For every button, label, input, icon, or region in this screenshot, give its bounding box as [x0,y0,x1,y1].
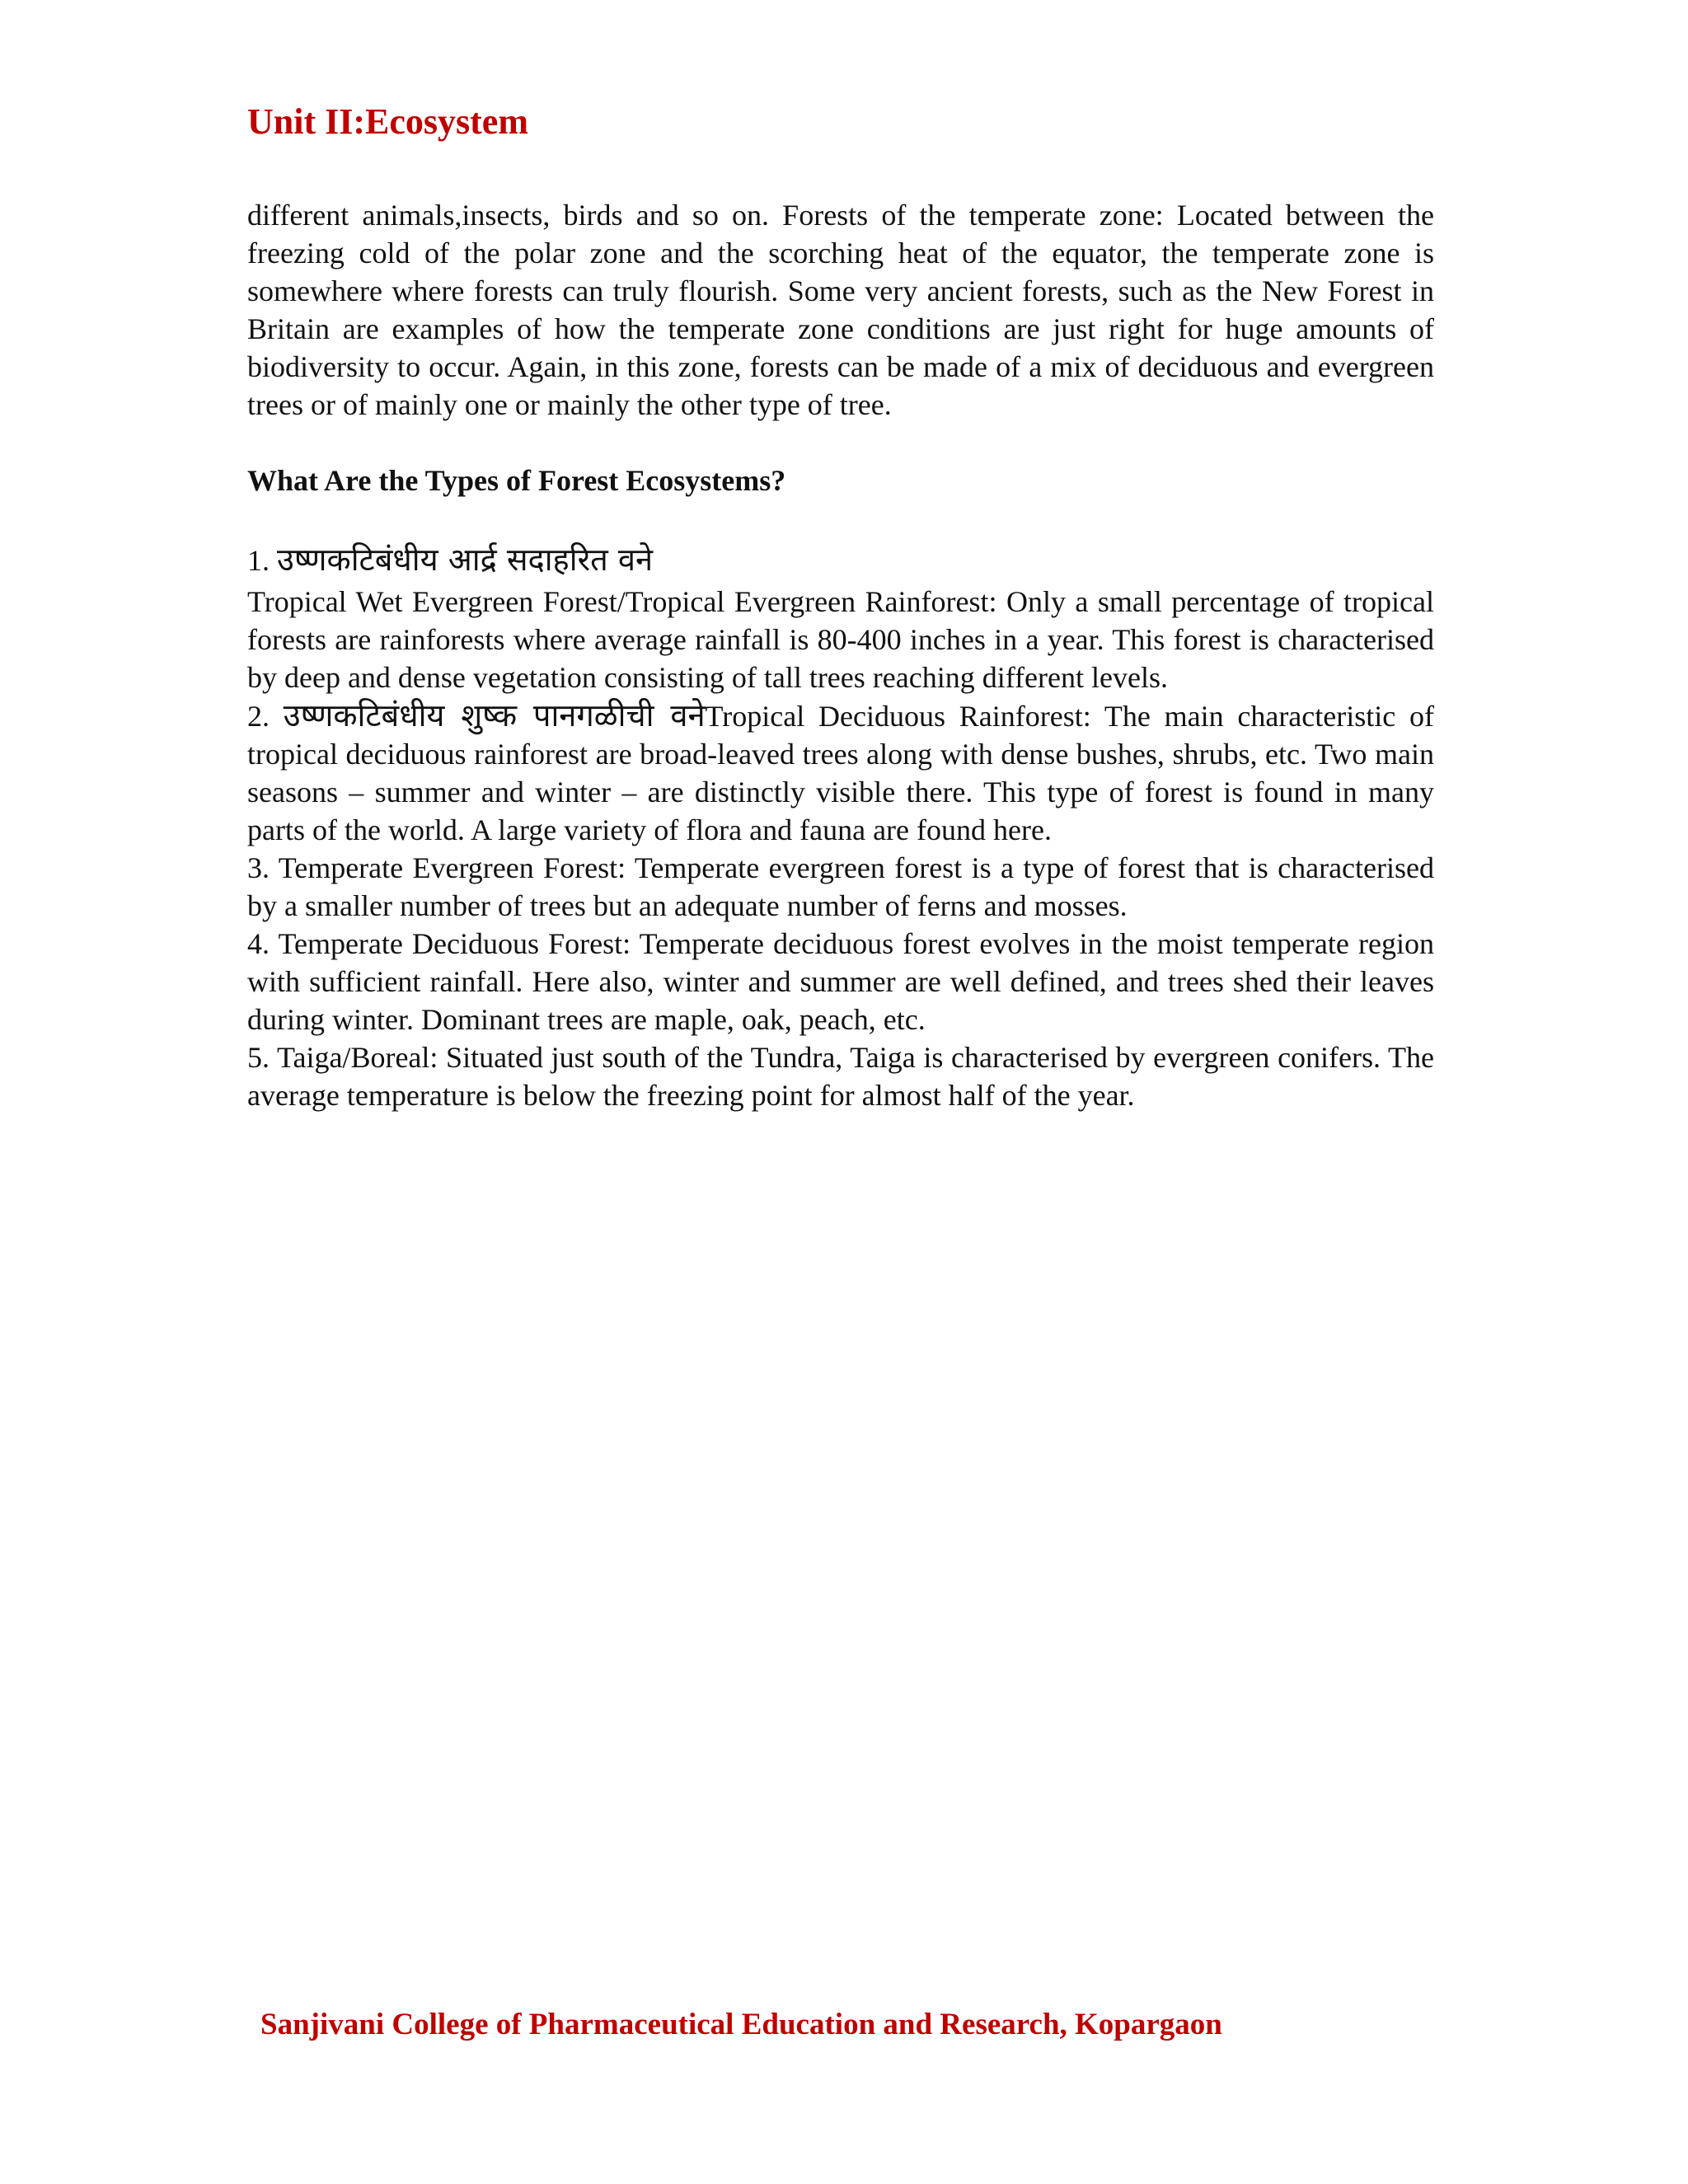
forest-type-2 [247,696,1434,849]
forest-type-1-description: Tropical Wet Evergreen Forest/Tropical Evergreen Rainforest: Only a small percentage of tropical forests are rainforests where average rainfall is 80-400 inches in a year. This forest is characterised by deep and dense vegetation consisting of tall trees reaching different levels. [247,585,1434,694]
forest-type-5 [247,1038,1434,1114]
item-number: 5. [247,1041,270,1074]
unit-title: Unit II:Ecosystem [247,101,528,142]
intro-paragraph: different animals,insects, birds and so on. Forests of the temperate zone: Located between the freezing cold of the polar zone and the scorching heat of the equator, the temperate zone is somewhere where forests can truly flourish. Some very ancient forests, such as the New Forest in Britain are examples of how the temperate zone conditions are just right for huge amounts of biodiversity to occur. Again, in this zone, forests can be made of a mix of deciduous and evergreen trees or of mainly one or mainly the other type of tree. [247,199,1434,421]
item-number: 3. [247,851,270,884]
footer-institution: Sanjivani College of Pharmaceutical Education and Research, Kopargaon [260,2008,1222,2041]
marathi-name: उष्णकटिबंधीय शुष्क पानगळीची वने [283,697,706,733]
forest-type-4 [247,925,1434,1038]
spacer [247,424,1434,462]
item-number: 4. [247,927,270,960]
section-heading: What Are the Types of Forest Ecosystems? [247,464,786,497]
forest-type-5-description: Taiga/Boreal: Situated just south of the Tundra, Taiga is characterised by evergreen conifers. The average temperature is below the freezing point for almost half of the year. [247,1041,1434,1112]
forest-type-1-title [247,537,1434,583]
forest-type-3-description: Temperate Evergreen Forest: Temperate evergreen forest is a type of forest that is characterised by a smaller number of trees but an adequate number of ferns and mosses. [247,851,1434,922]
marathi-name: उष्णकटिबंधीय आर्द्र सदाहरित वने [277,541,654,578]
page-content [247,196,1434,1114]
spacer [247,499,1434,537]
forest-type-2-description: Tropical Deciduous Rainforest: The main characteristic of tropical deciduous rainforest are broad-leaved trees along with dense bushes, shrubs, etc. Two main seasons – summer and winter – are distinctly visible there. This type of forest is found in many parts of the world. A large variety of flora and fauna are found here. [247,700,1434,846]
forest-type-3 [247,849,1434,925]
item-number: 1. [247,544,270,577]
forest-type-4-description: Temperate Deciduous Forest: Temperate deciduous forest evolves in the moist temperate region with sufficient rainfall. Here also, winter and summer are well defined, and trees shed their leaves during winter. Dominant trees are maple, oak, peach, etc. [247,927,1434,1036]
item-number: 2. [247,700,270,733]
